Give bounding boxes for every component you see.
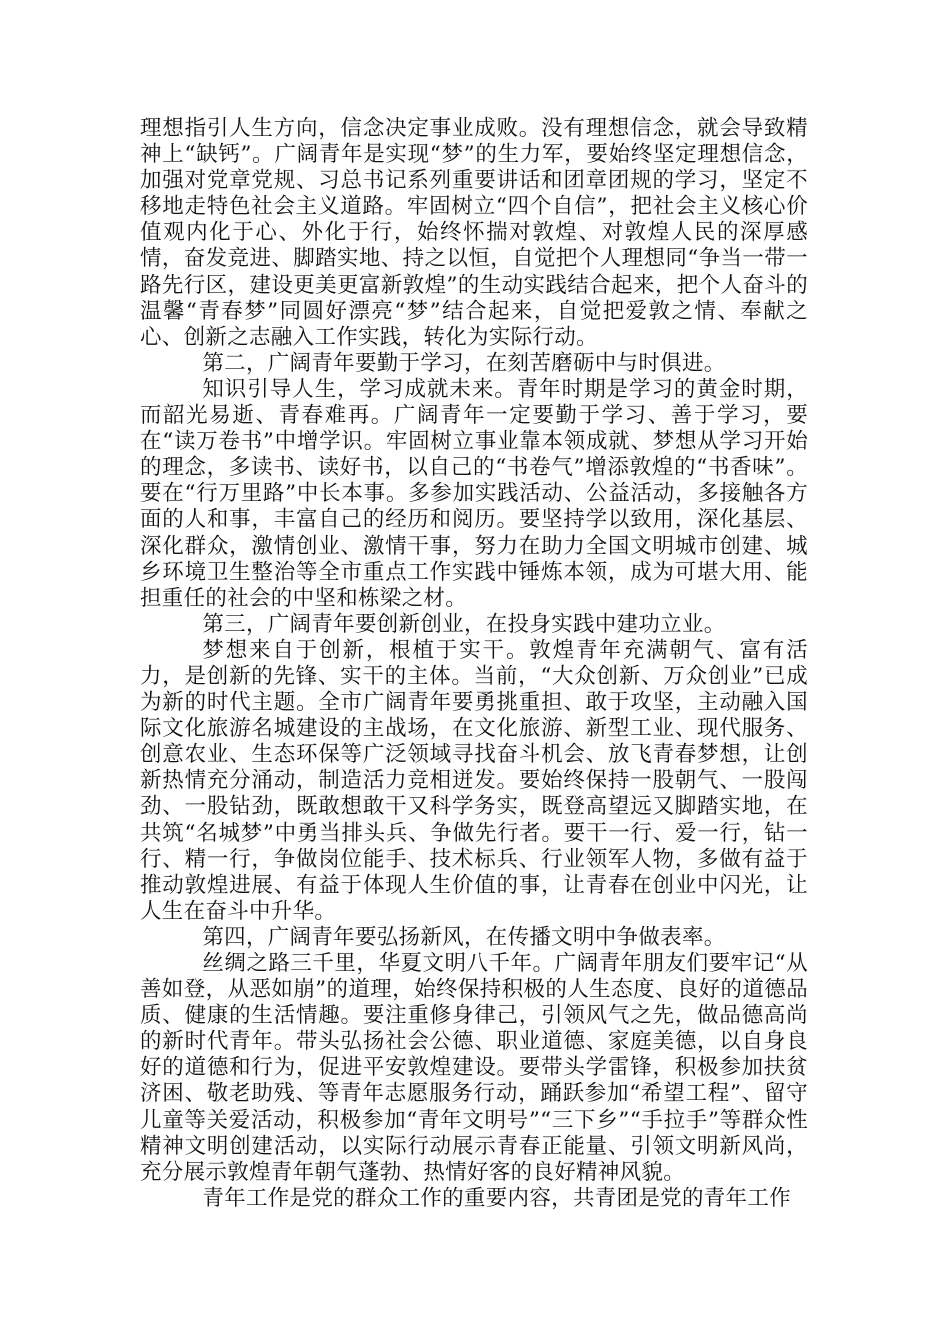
paragraph-ideals: 理想指引人生方向，信念决定事业成败。没有理想信念，就会导致精神上“缺钙”。广阔青年是实现“梦”的生力军，要始终坚定理想信念，加强对党章党规、习总书记系列重要讲话和团章团规的学习，坚定不移地走特色社会主义道路。牢固树立“四个自信”，把社会主义核心价值观内化于心、外化于行，始终怀揣对敦煌、对敦煌人民的深厚感情，奋发竞进、脚踏实地、持之以恒，自觉把个人理想同“争当一带一路先行区，建设更美更富新敦煌”的生动实践结合起来，把个人奋斗的温馨“青春梦”同圆好漂亮“梦”结合起来，自觉把爱敦之情、奉献之心、创新之志融入工作实践，转化为实际行动。	[140, 116, 808, 350]
document-body	[140, 116, 808, 1212]
heading-second-point: 第二，广阔青年要勤于学习，在刻苦磨砺中与时俱进。	[202, 350, 726, 376]
heading-third-point: 第三，广阔青年要创新创业，在投身实践中建功立业。	[202, 611, 726, 637]
heading-fourth-point: 第四，广阔青年要弘扬新风，在传播文明中争做表率。	[202, 924, 726, 950]
paragraph-innovation: 梦想来自于创新，根植于实干。敦煌青年充满朝气、富有活力，是创新的先锋、实干的主体。当前，“大众创新、万众创业”已成为新的时代主题。全市广阔青年要勇挑重担、敢于攻坚，主动融入国际文化旅游名城建设的主战场，在文化旅游、新型工业、现代服务、创意农业、生态环保等广泛领域寻找奋斗机会、放飞青春梦想，让创新热情充分涌动，制造活力竞相迸发。要始终保持一股朝气、一股闯劲、一股钻劲，既敢想敢干又科学务实，既登高望远又脚踏实地，在共筑“名城梦”中勇当排头兵、争做先行者。要干一行、爱一行，钻一行、精一行，争做岗位能手、技术标兵、行业领军人物，多做有益于推动敦煌进展、有益于体现人生价值的事，让青春在创业中闪光，让人生在奋斗中升华。	[140, 637, 808, 924]
paragraph-civility: 丝绸之路三千里，华夏文明八千年。广阔青年朋友们要牢记“从善如登，从恶如崩”的道理，始终保持积极的人生态度、良好的道德品质、健康的生活情趣。要注重修身律己，引领风气之先，做品德高尚的新时代青年。带头弘扬社会公德、职业道德、家庭美德，以自身良好的道德和行为，促进平安敦煌建设。要带头学雷锋，积极参加扶贫济困、敬老助残、等青年志愿服务行动，踊跃参加“希望工程”、留守儿童等关爱活动，积极参加“青年文明号”“三下乡”“手拉手”等群众性精神文明创建活动，以实际行动展示青春正能量、引领文明新风尚，充分展示敦煌青年朝气蓬勃、热情好客的良好精神风貌。	[140, 951, 808, 1185]
paragraph-learning: 知识引导人生，学习成就未来。青年时期是学习的黄金时期，而韶光易逝、青春难再。广阔青年一定要勤于学习、善于学习，要在“读万卷书”中增学识。牢固树立事业靠本领成就、梦想从学习开始的理念，多读书、读好书，以自己的“书卷气”增添敦煌的“书香味”。要在“行万里路”中长本事。多参加实践活动、公益活动，多接触各方面的人和事，丰富自己的经历和阅历。要坚持学以致用，深化基层、深化群众，激情创业、激情干事，努力在助力全国文明城市创建、城乡环境卫生整治等全市重点工作实践中锤炼本领，成为可堪大用、能担重任的社会的中坚和栋梁之材。	[140, 376, 808, 611]
paragraph-youth-work: 青年工作是党的群众工作的重要内容，共青团是党的青年工作	[202, 1185, 791, 1211]
